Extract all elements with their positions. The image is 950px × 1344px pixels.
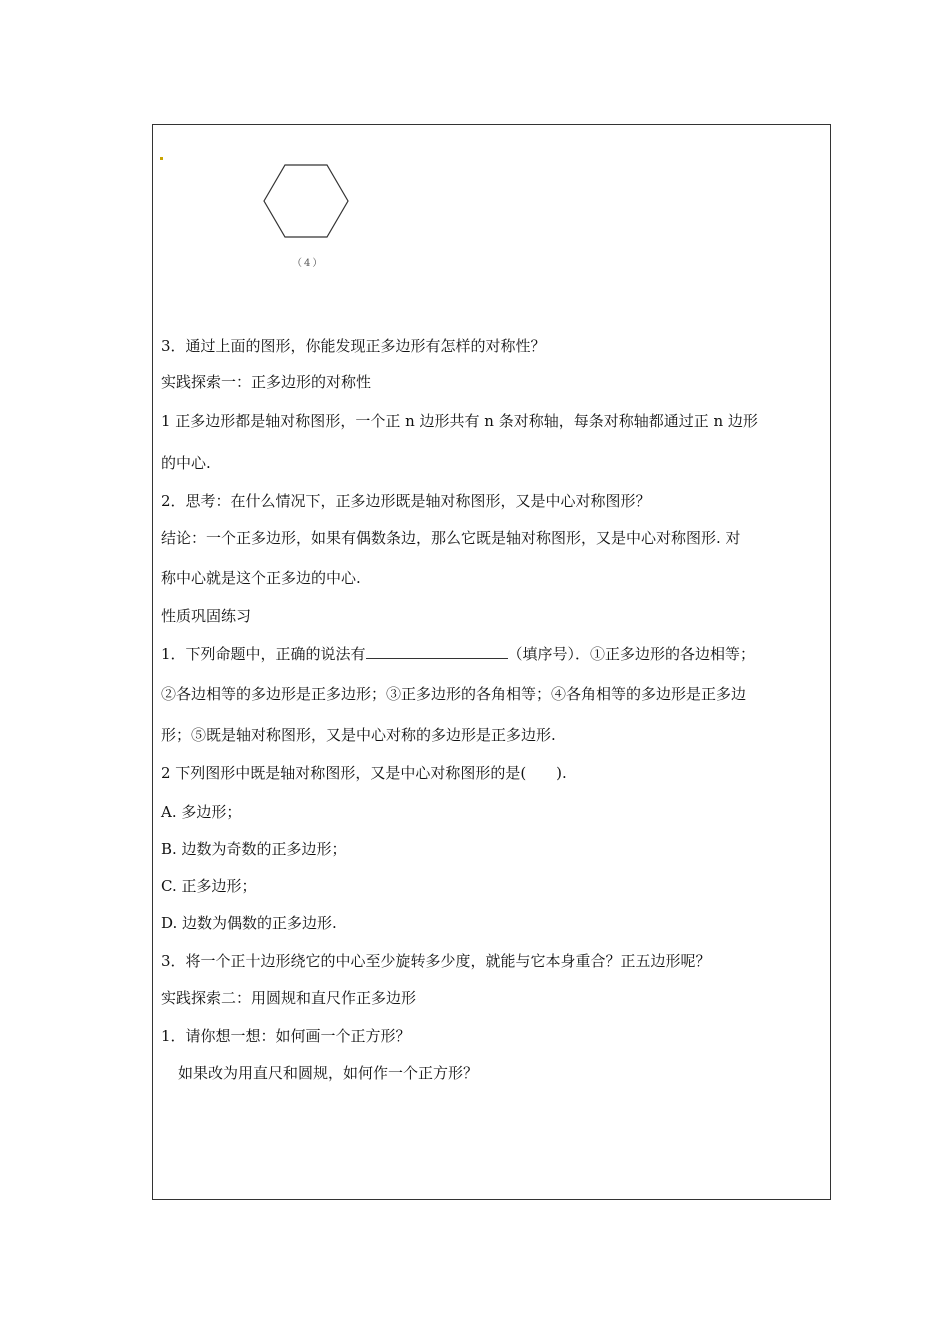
section-heading-1: 实践探索一：正多边形的对称性 (161, 373, 372, 391)
property-1-line-1: 1 正多边形都是轴对称图形，一个正 n 边形共有 n 条对称轴，每条对称轴都通过正 n 边形 (161, 412, 758, 430)
answer-blank[interactable] (366, 644, 508, 659)
option-c: C. 正多边形； (161, 877, 257, 895)
exercise-1-prefix: 1．下列命题中，正确的说法有 (161, 645, 366, 663)
marker-dot (160, 157, 163, 160)
conclusion-line-1: 结论：一个正多边形，如果有偶数条边，那么它既是轴对称图形，又是中心对称图形. 对 (161, 529, 741, 547)
figure-label: （4） (292, 258, 325, 269)
property-1-line-2: 的中心. (161, 454, 211, 472)
exercise-1-line-1 (161, 644, 755, 664)
think-square: 1．请你想一想：如何画一个正方形？ (161, 1027, 411, 1045)
exercise-1-suffix: （填序号）．①正多边形的各边相等； (507, 645, 756, 663)
exercise-1-line-3: 形；⑤既是轴对称图形，又是中心对称的多边形是正多边形. (161, 726, 556, 744)
compass-question: 如果改为用直尺和圆规，如何作一个正方形？ (178, 1064, 479, 1082)
exercise-3-question: 3．将一个正十边形绕它的中心至少旋转多少度，就能与它本身重合？正五边形呢？ (161, 952, 711, 970)
hexagon-figure (262, 163, 350, 239)
exercise-1-line-2: ②各边相等的多边形是正多边形；③正多边形的各角相等；④各角相等的多边形是正多边 (161, 685, 747, 703)
practice-heading: 性质巩固练习 (161, 607, 252, 625)
conclusion-line-2: 称中心就是这个正多边的中心. (161, 569, 361, 587)
option-d: D. 边数为偶数的正多边形. (161, 914, 337, 932)
question-3: 3．通过上面的图形，你能发现正多边形有怎样的对称性？ (161, 337, 546, 355)
section-heading-2: 实践探索二：用圆规和直尺作正多边形 (161, 989, 417, 1007)
think-question: 2．思考：在什么情况下，正多边形既是轴对称图形，又是中心对称图形？ (161, 492, 651, 510)
exercise-2-question: 2 下列图形中既是轴对称图形，又是中心对称图形的是( ). (161, 764, 567, 782)
option-b: B. 边数为奇数的正多边形； (161, 840, 347, 858)
option-a: A. 多边形； (161, 803, 242, 821)
